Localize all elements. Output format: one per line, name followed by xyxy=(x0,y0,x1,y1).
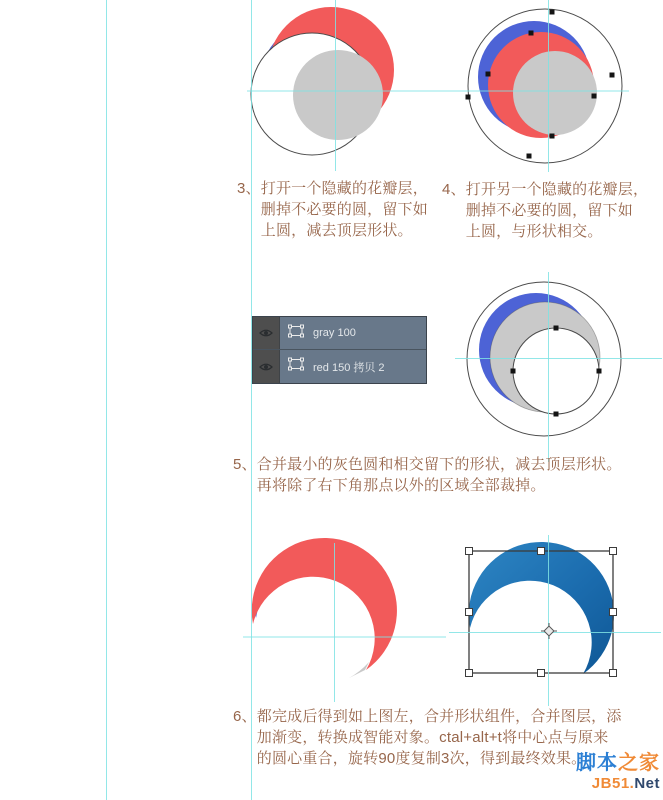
path-anchor[interactable] xyxy=(610,73,615,78)
site-url xyxy=(576,775,660,792)
step-6-line-3: 的圆心重合，旋转90度复制3次，得到最终效果。 xyxy=(256,750,587,767)
transform-handle-nw[interactable] xyxy=(466,548,473,555)
path-anchor[interactable] xyxy=(554,326,559,331)
step-4-line-3: 上圆，与形状相交。 xyxy=(465,223,603,240)
step-4-lines xyxy=(466,179,648,242)
transform-handle-w[interactable] xyxy=(466,609,473,616)
step-4-text xyxy=(442,179,648,242)
path-anchor[interactable] xyxy=(592,94,597,99)
step-4-line-1: 打开另一个隐藏的花瓣层， xyxy=(465,181,649,198)
layer-visibility-toggle[interactable] xyxy=(253,317,280,349)
vector-mask-icon xyxy=(287,357,305,371)
step-5-line-1: 合并最小的灰色圆和相交留下的形状，减去顶层形状。 xyxy=(256,456,622,473)
diagram-step6-left-preview xyxy=(252,538,397,678)
reference-point-diamond[interactable] xyxy=(544,626,554,636)
site-name-part2: 之家 xyxy=(618,752,660,774)
eye-icon xyxy=(259,328,273,338)
step-4-line-2: 删掉不必要的圆，留下如 xyxy=(465,202,633,219)
step-3-lines xyxy=(261,178,428,241)
vector-mask-icon xyxy=(287,324,305,338)
diagram-step6-right-preview xyxy=(469,542,614,674)
path-anchor[interactable] xyxy=(527,154,532,159)
path-anchor[interactable] xyxy=(554,412,559,417)
path-anchor[interactable] xyxy=(486,72,491,77)
subtract-circle-outline xyxy=(513,328,599,414)
eye-icon xyxy=(259,362,273,372)
shape-layer-thumbnail[interactable] xyxy=(287,357,305,376)
step-3-line-1: 打开一个隐藏的花瓣层， xyxy=(260,180,428,197)
transform-handle-s[interactable] xyxy=(538,670,545,677)
path-anchor[interactable] xyxy=(529,31,534,36)
step-5-line-2: 再将除了右下角那点以外的区域全部裁掉。 xyxy=(256,477,546,494)
step-3-number: 3、 xyxy=(237,180,261,197)
step-5-text xyxy=(233,454,622,496)
step-4-number: 4、 xyxy=(442,181,466,198)
transform-handle-se[interactable] xyxy=(610,670,617,677)
site-watermark xyxy=(576,752,660,792)
transform-handle-n[interactable] xyxy=(538,548,545,555)
site-name xyxy=(576,752,660,775)
transform-handle-ne[interactable] xyxy=(610,548,617,555)
transform-handle-sw[interactable] xyxy=(466,670,473,677)
step-6-line-2: 加渐变，转换成智能对象。ctal+alt+t将中心点与原来 xyxy=(256,729,609,746)
final-blue-crescent xyxy=(469,542,614,674)
step-6-lines xyxy=(257,706,622,769)
step-3-text xyxy=(237,178,428,241)
site-url-part1: JB51 xyxy=(591,775,630,792)
step-6-text xyxy=(233,706,622,769)
red-crescent-shape xyxy=(252,538,397,670)
layers-panel xyxy=(252,316,427,384)
path-anchor[interactable] xyxy=(466,95,471,100)
path-anchor[interactable] xyxy=(511,369,516,374)
diagram-step4-preview xyxy=(468,9,622,163)
site-name-part1: 脚本 xyxy=(576,752,618,774)
gray-center-circle xyxy=(513,51,597,135)
step-3-line-3: 上圆，减去顶层形状。 xyxy=(260,222,413,239)
step-5-lines xyxy=(257,454,622,496)
layer-row-gray[interactable] xyxy=(253,317,426,350)
step-3-line-2: 删掉不必要的圆，留下如 xyxy=(260,201,428,218)
gray-center-circle xyxy=(293,50,383,140)
transform-reference-point[interactable] xyxy=(541,623,557,639)
step-5-number: 5、 xyxy=(233,456,257,473)
site-url-part2: Net xyxy=(634,775,660,792)
site-url-dot: . xyxy=(629,775,635,792)
diagram-step3-preview xyxy=(251,7,394,155)
step-6-line-1: 都完成后得到如上图左，合并形状组件，合并图层，添 xyxy=(256,708,622,725)
step-6-number: 6、 xyxy=(233,708,257,725)
layer-visibility-toggle[interactable] xyxy=(253,350,280,383)
path-anchor[interactable] xyxy=(550,134,555,139)
path-anchor[interactable] xyxy=(550,10,555,15)
layer-name[interactable]: red 150 拷贝 2 xyxy=(313,361,385,374)
transform-handle-e[interactable] xyxy=(610,609,617,616)
shape-layer-thumbnail[interactable] xyxy=(287,324,305,343)
layer-name[interactable]: gray 100 xyxy=(313,327,356,339)
layer-row-red[interactable] xyxy=(253,350,426,383)
path-anchor[interactable] xyxy=(597,369,602,374)
